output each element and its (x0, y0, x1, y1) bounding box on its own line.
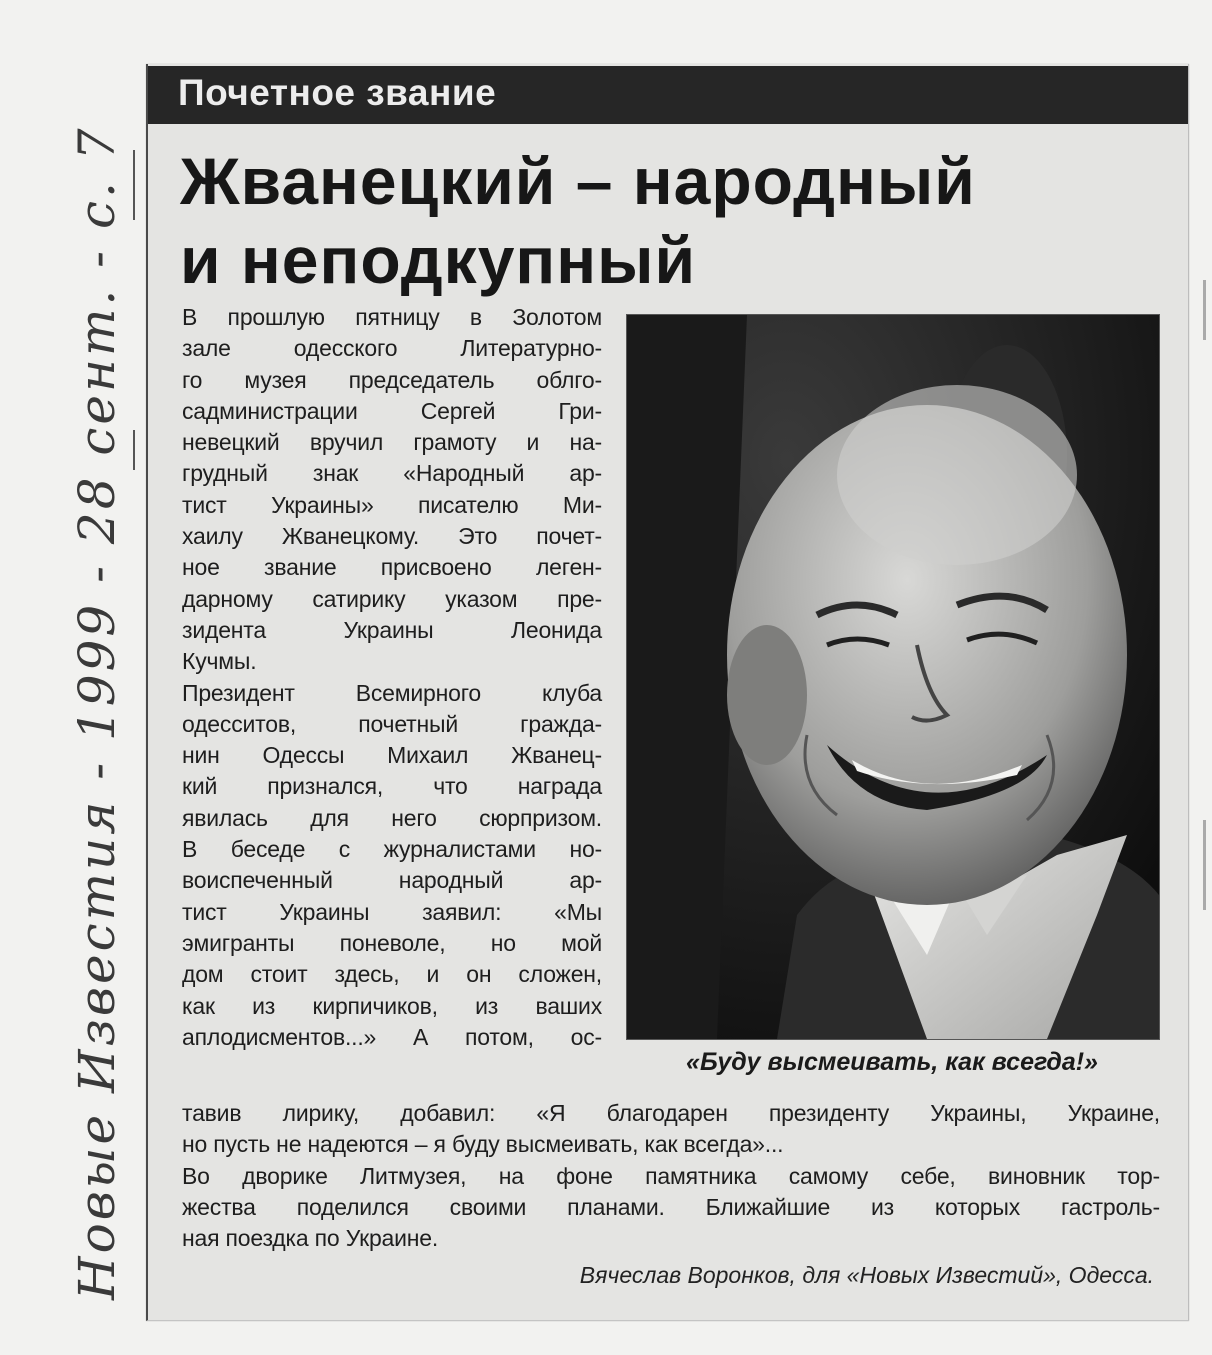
body-line: нин Одессы Михаил Жванец- (182, 742, 602, 769)
body-line: ная поездка по Украине. (182, 1225, 439, 1252)
rubric-label: Почетное звание (178, 72, 497, 113)
body-line: дом стоит здесь, и он сложен, (182, 961, 602, 988)
portrait-illustration (627, 315, 1159, 1039)
body-line: кий признался, что награда (182, 773, 602, 800)
body-line: го музея председатель облго- (182, 366, 602, 393)
body-line: дарному сатирику указом пре- (182, 585, 602, 612)
body-line: тавив лирику, добавил: «Я благодарен президенту Украины, Украине, (182, 1100, 1160, 1126)
rubric-bar (148, 66, 1188, 124)
body-line: зидента Украины Леонида (182, 616, 602, 643)
photo-caption: «Буду высмеивать, как всегда!» (686, 1048, 1098, 1076)
body-line: тист Украины» писателю Ми- (182, 491, 602, 518)
margin-tick (133, 430, 135, 470)
body-line: зале одесского Литературно- (182, 335, 602, 362)
body-line: воиспеченный народный ар- (182, 867, 602, 894)
body-line: Во дворике Литмузея, на фоне памятника самому себе, виновник тор- (182, 1162, 1160, 1189)
article-body-column (182, 302, 602, 1053)
margin-tick (133, 150, 135, 220)
newspaper-clipping (146, 64, 1189, 1321)
scan-edge-mark (1203, 280, 1206, 340)
body-line: невецкий вручил грамоту и на- (182, 429, 602, 456)
article-headline (180, 142, 1180, 300)
body-line: Кучмы. (182, 648, 257, 675)
body-line: тист Украины заявил: «Мы (182, 898, 602, 925)
portrait-photo (626, 314, 1160, 1040)
body-line: но пусть не надеются – я буду высмеивать, как всегда»... (182, 1131, 784, 1158)
body-line: ное звание присвоено леген- (182, 554, 602, 581)
body-line: одесситов, почетный гражда- (182, 710, 602, 737)
handwritten-source-note: Новые Известия - 1999 - 28 сент. - с. 7 (68, 125, 126, 1300)
headline-line: и неподкупный (180, 223, 697, 297)
body-line: жества поделился своими планами. Ближайшие из которых гастроль- (182, 1193, 1160, 1220)
body-line: В прошлую пятницу в Золотом (182, 304, 602, 330)
scan-edge-mark (1203, 820, 1206, 910)
body-line: Президент Всемирного клуба (182, 679, 602, 706)
article-byline: Вячеслав Воронков, для «Новых Известий», Одесса. (579, 1262, 1154, 1288)
headline-line: Жванецкий – народный (180, 144, 976, 218)
body-line: садминистрации Сергей Гри- (182, 397, 602, 424)
body-line: грудный знак «Народный ар- (182, 460, 602, 487)
body-line: аплодисментов...» А потом, ос- (182, 1023, 602, 1050)
body-line: В беседе с журналистами но- (182, 836, 602, 863)
article-body-wide (182, 1098, 1160, 1254)
body-line: явилась для него сюрпризом. (182, 804, 602, 831)
body-line: как из кирпичиков, из ваших (182, 992, 602, 1019)
body-line: эмигранты поневоле, но мой (182, 929, 602, 956)
body-line: хаилу Жванецкому. Это почет- (182, 523, 602, 550)
